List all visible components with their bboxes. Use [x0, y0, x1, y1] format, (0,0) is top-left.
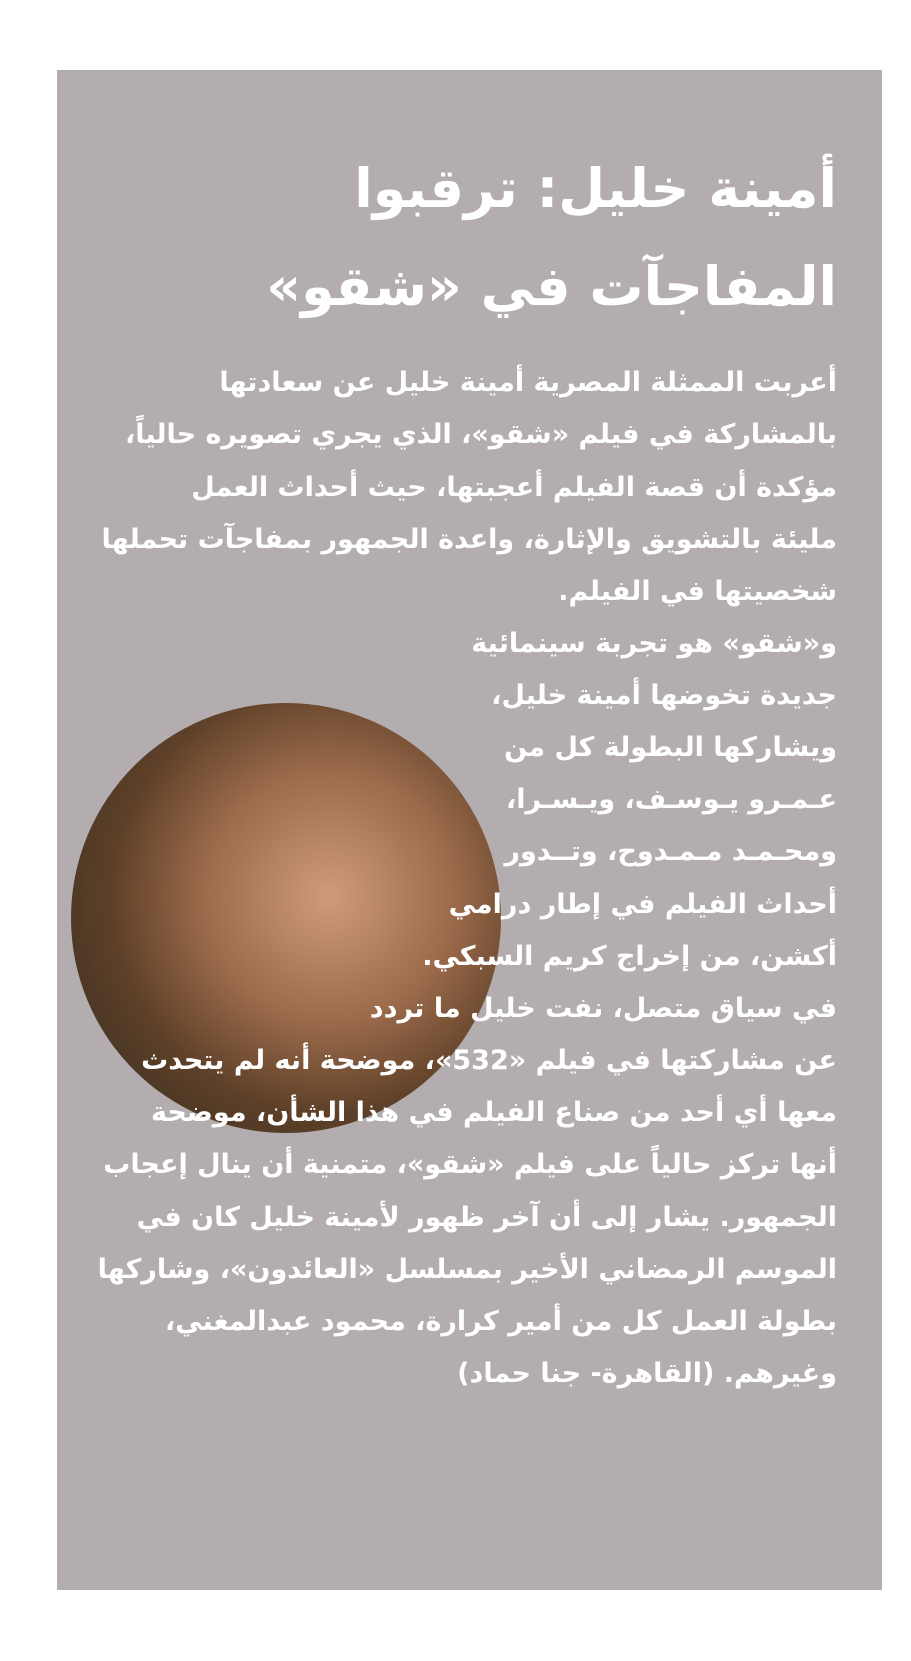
article-headline — [137, 140, 837, 336]
body-line: عـمـرو يـوسـف، ويـسـرا، — [505, 784, 837, 815]
body-line: بطولة العمل كل من أمير كرارة، محمود عبدالمغني، — [164, 1306, 837, 1337]
body-line: ومحـمـد مـمـدوح، وتــدور — [504, 836, 837, 867]
body-line: مليئة بالتشويق والإثارة، واعدة الجمهور بمفاجآت تحملها — [101, 524, 837, 555]
body-line: و«شقو» هو تجربة سينمائية — [471, 628, 837, 659]
body-line: عن مشاركتها في فيلم «532»، موضحة أنه لم يتحدث — [141, 1045, 837, 1076]
body-line: الجمهور. يشار إلى أن آخر ظهور لأمينة خليل كان في — [136, 1202, 837, 1233]
body-line: أكشن، من إخراج كريم السبكي. — [422, 941, 837, 972]
body-line: مؤكدة أن قصة الفيلم أعجبتها، حيث أحداث العمل — [191, 472, 837, 503]
body-line: أعربت الممثلة المصرية أمينة خليل عن سعادتها — [219, 367, 837, 398]
body-line: ويشاركها البطولة كل من — [504, 732, 837, 763]
body-line: أحداث الفيلم في إطار درامي — [448, 889, 837, 920]
headline-line: أمينة خليل: ترقبوا — [354, 157, 837, 220]
headline-line: المفاجآت في «شقو» — [266, 255, 837, 318]
body-line: بالمشاركة في فيلم «شقو»، الذي يجري تصويره حالياً، — [124, 419, 837, 450]
body-line: وغيرهم. (القاهرة- جنا حماد) — [457, 1358, 837, 1389]
body-line: في سياق متصل، نفت خليل ما تردد — [369, 993, 837, 1024]
body-line: الموسم الرمضاني الأخير بمسلسل «العائدون»، وشاركها — [97, 1254, 837, 1285]
body-line: معها أي أحد من صناع الفيلم في هذا الشأن، موضحة — [150, 1097, 837, 1128]
article-panel — [57, 70, 882, 1590]
body-line: شخصيتها في الفيلم. — [558, 576, 837, 607]
body-line: أنها تركز حالياً على فيلم «شقو»، متمنية أن ينال إعجاب — [103, 1149, 837, 1180]
body-line: جديدة تخوضها أمينة خليل، — [491, 680, 837, 711]
